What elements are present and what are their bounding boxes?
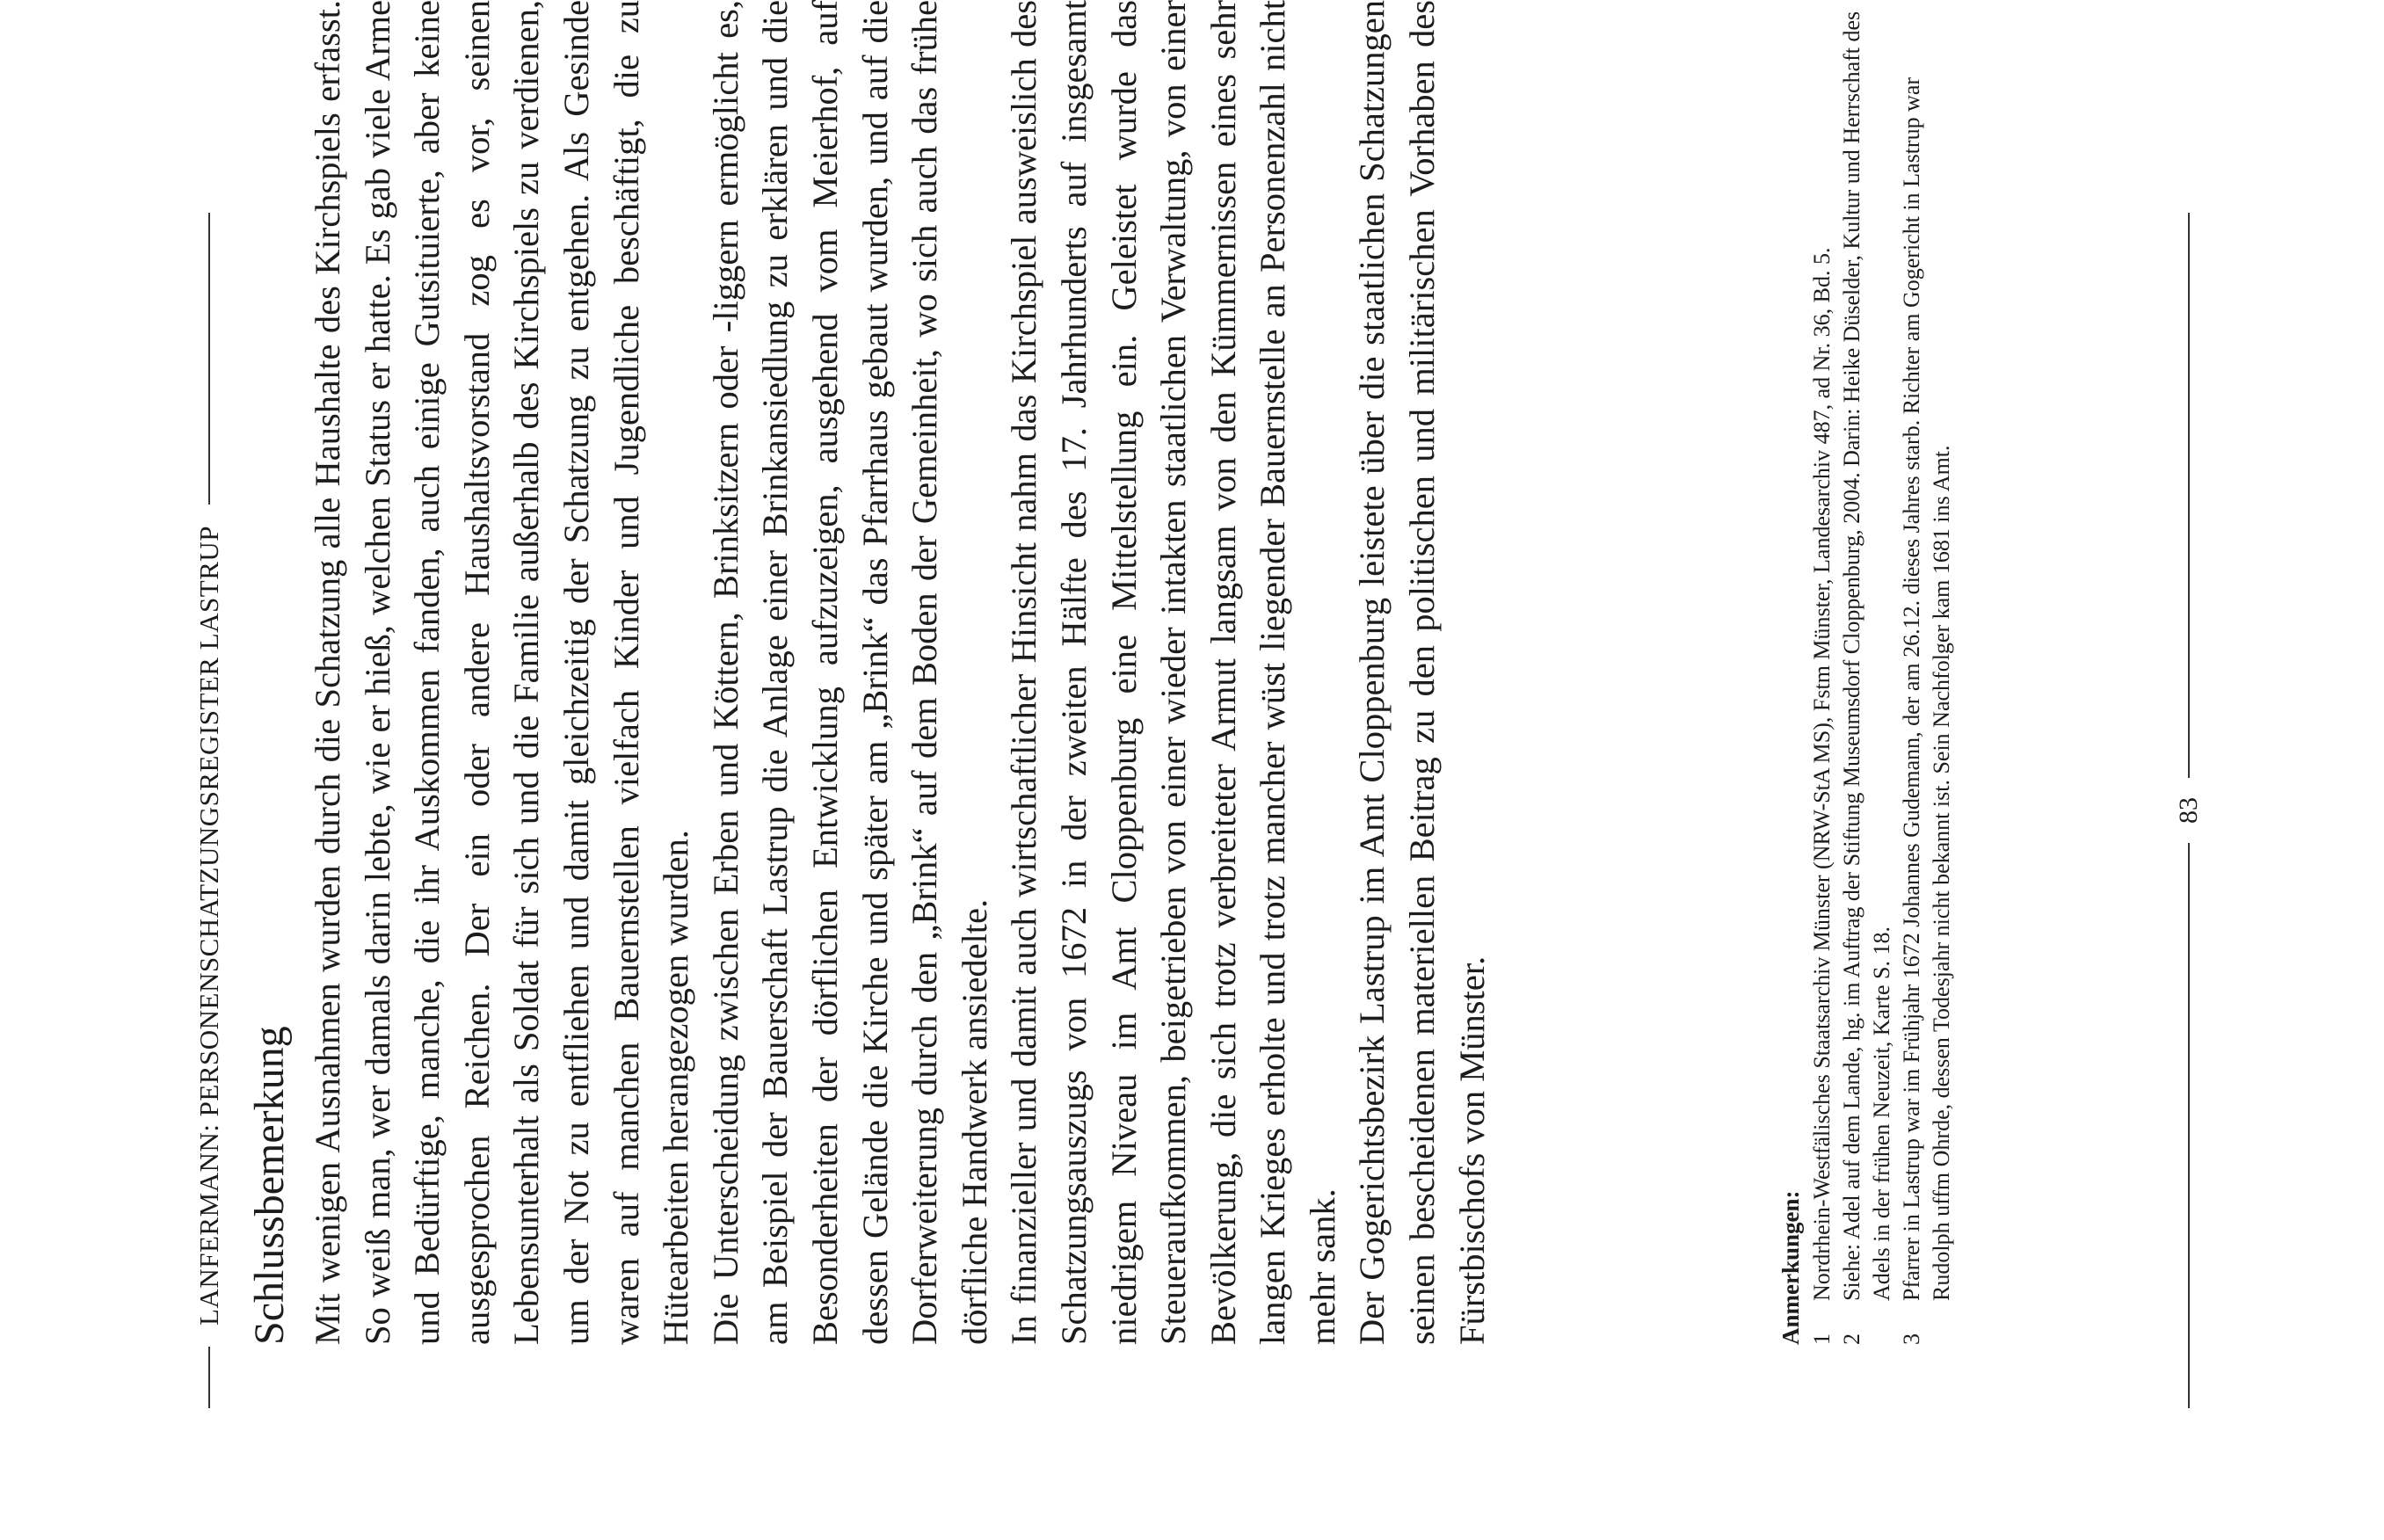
page-number: 83 <box>2174 797 2203 824</box>
paragraph: Der Gogerichtsbezirk Lastrup im Amt Cloppenburg leistete über die staatlichen Schatzungen seinen bescheidenen materiellen Beitrag zu den politischen und militärischen Vorhaben des Fürstbischofs von Münster. <box>1352 0 1492 1345</box>
header-rule-right <box>208 213 210 505</box>
footer-rule-right <box>2188 213 2190 778</box>
body-text <box>303 0 1497 1345</box>
footnote <box>1807 0 1837 1345</box>
footnote <box>1897 0 1957 1345</box>
header-rule-left <box>208 1347 210 1408</box>
footer-rule-left <box>2188 843 2190 1408</box>
footnote-text: Pfarrer in Lastrup war im Frühjahr 1672 Johannes Gudemann, der am 26.12. dieses Jahres starb. Richter am Gogericht in Lastrup war Rudolph uffm Ohrde, dessen Todesjahr nicht bekannt ist. Sein Nachfolger kam 1681 ins Amt. <box>1899 76 1954 1301</box>
footnote-text: Siehe: Adel auf dem Lande, hg. im Auftrag der Stiftung Museumsdorf Cloppenburg, 2004. Darin: Heike Düselder, Kultur und Herrschaft des Adels in der frühen Neuzeit, Karte S. 18. <box>1839 11 1894 1301</box>
footnote-number: 1 <box>1809 1333 1835 1345</box>
footnote-number: 3 <box>1899 1333 1924 1345</box>
paragraph: Die Unterscheidung zwischen Erben und Köttern, Brinksitzern oder -liggern ermöglicht es, am Beispiel der Bauerschaft Lastrup die Anlage einer Brinkansiedlung zu erklären und die Besonderheiten der dörflichen Entwicklung aufzuzeigen, ausgehend vom Meierhof, auf dessen Gelände die Kirche und später am „Brink“ das Pfarrhaus gebaut wurden, und auf die Dorferweiterung durch den „Brink“ auf dem Boden der Gemeinheit, wo sich auch das frühe dörfliche Handwerk ansiedelte. <box>705 0 994 1345</box>
running-title: LANFERMANN: PERSONENSCHATZUNGSREGISTER LASTRUP <box>193 525 224 1326</box>
footnotes-heading: Anmerkungen: <box>1777 1190 1804 1345</box>
footnote-number: 2 <box>1839 1333 1864 1345</box>
paragraph: Mit wenigen Ausnahmen wurden durch die Schatzung alle Haushalte des Kirchspiels erfasst. So weiß man, wer damals darin lebte, wie er hieß, welchen Status er hatte. Es gab viele Arme und Bedürftige, manche, die ihr Auskommen fanden, auch einige Gutsituierte, aber keine ausgesprochen Reichen. Der ein oder andere Haushaltsvorstand zog es vor, seinen Lebensunterhalt als Soldat für sich und die Familie außerhalb des Kirchspiels zu verdienen, um der Not zu entfliehen und damit gleichzeitig der Schatzung zu entgehen. Als Gesinde waren auf manchen Bauernstellen vielfach Kinder und Jugendliche beschäftigt, die zu Hütearbeiten herangezogen wurden. <box>308 0 696 1345</box>
footnotes <box>1776 0 1957 1345</box>
footnote <box>1837 0 1897 1345</box>
paragraph: In finanzieller und damit auch wirtschaftlicher Hinsicht nahm das Kirchspiel ausweislich des Schatzungsauszugs von 1672 in der zweiten Hälfte des 17. Jahrhunderts auf insgesamt niedrigem Niveau im Amt Cloppenburg eine Mittelstellung ein. Geleistet wurde das Steueraufkommen, beigetrieben von einer wieder intakten staatlichen Verwaltung, von einer Bevölkerung, die sich trotz verbreiteter Armut langsam von den Kümmernissen eines sehr langen Krieges erholte und trotz mancher wüst liegender Bauernstelle an Personenzahl nicht mehr sank. <box>1004 0 1342 1345</box>
page-footer <box>2167 213 2211 1408</box>
footnote-text: Nordrhein-Westfälisches Staatsarchiv Münster (NRW-StA MS), Fstm Münster, Landesarchiv 487, ad Nr. 36, Bd. 5. <box>1809 247 1835 1301</box>
section-heading: Schlussbemerkung <box>246 1026 293 1345</box>
running-header <box>183 213 236 1408</box>
